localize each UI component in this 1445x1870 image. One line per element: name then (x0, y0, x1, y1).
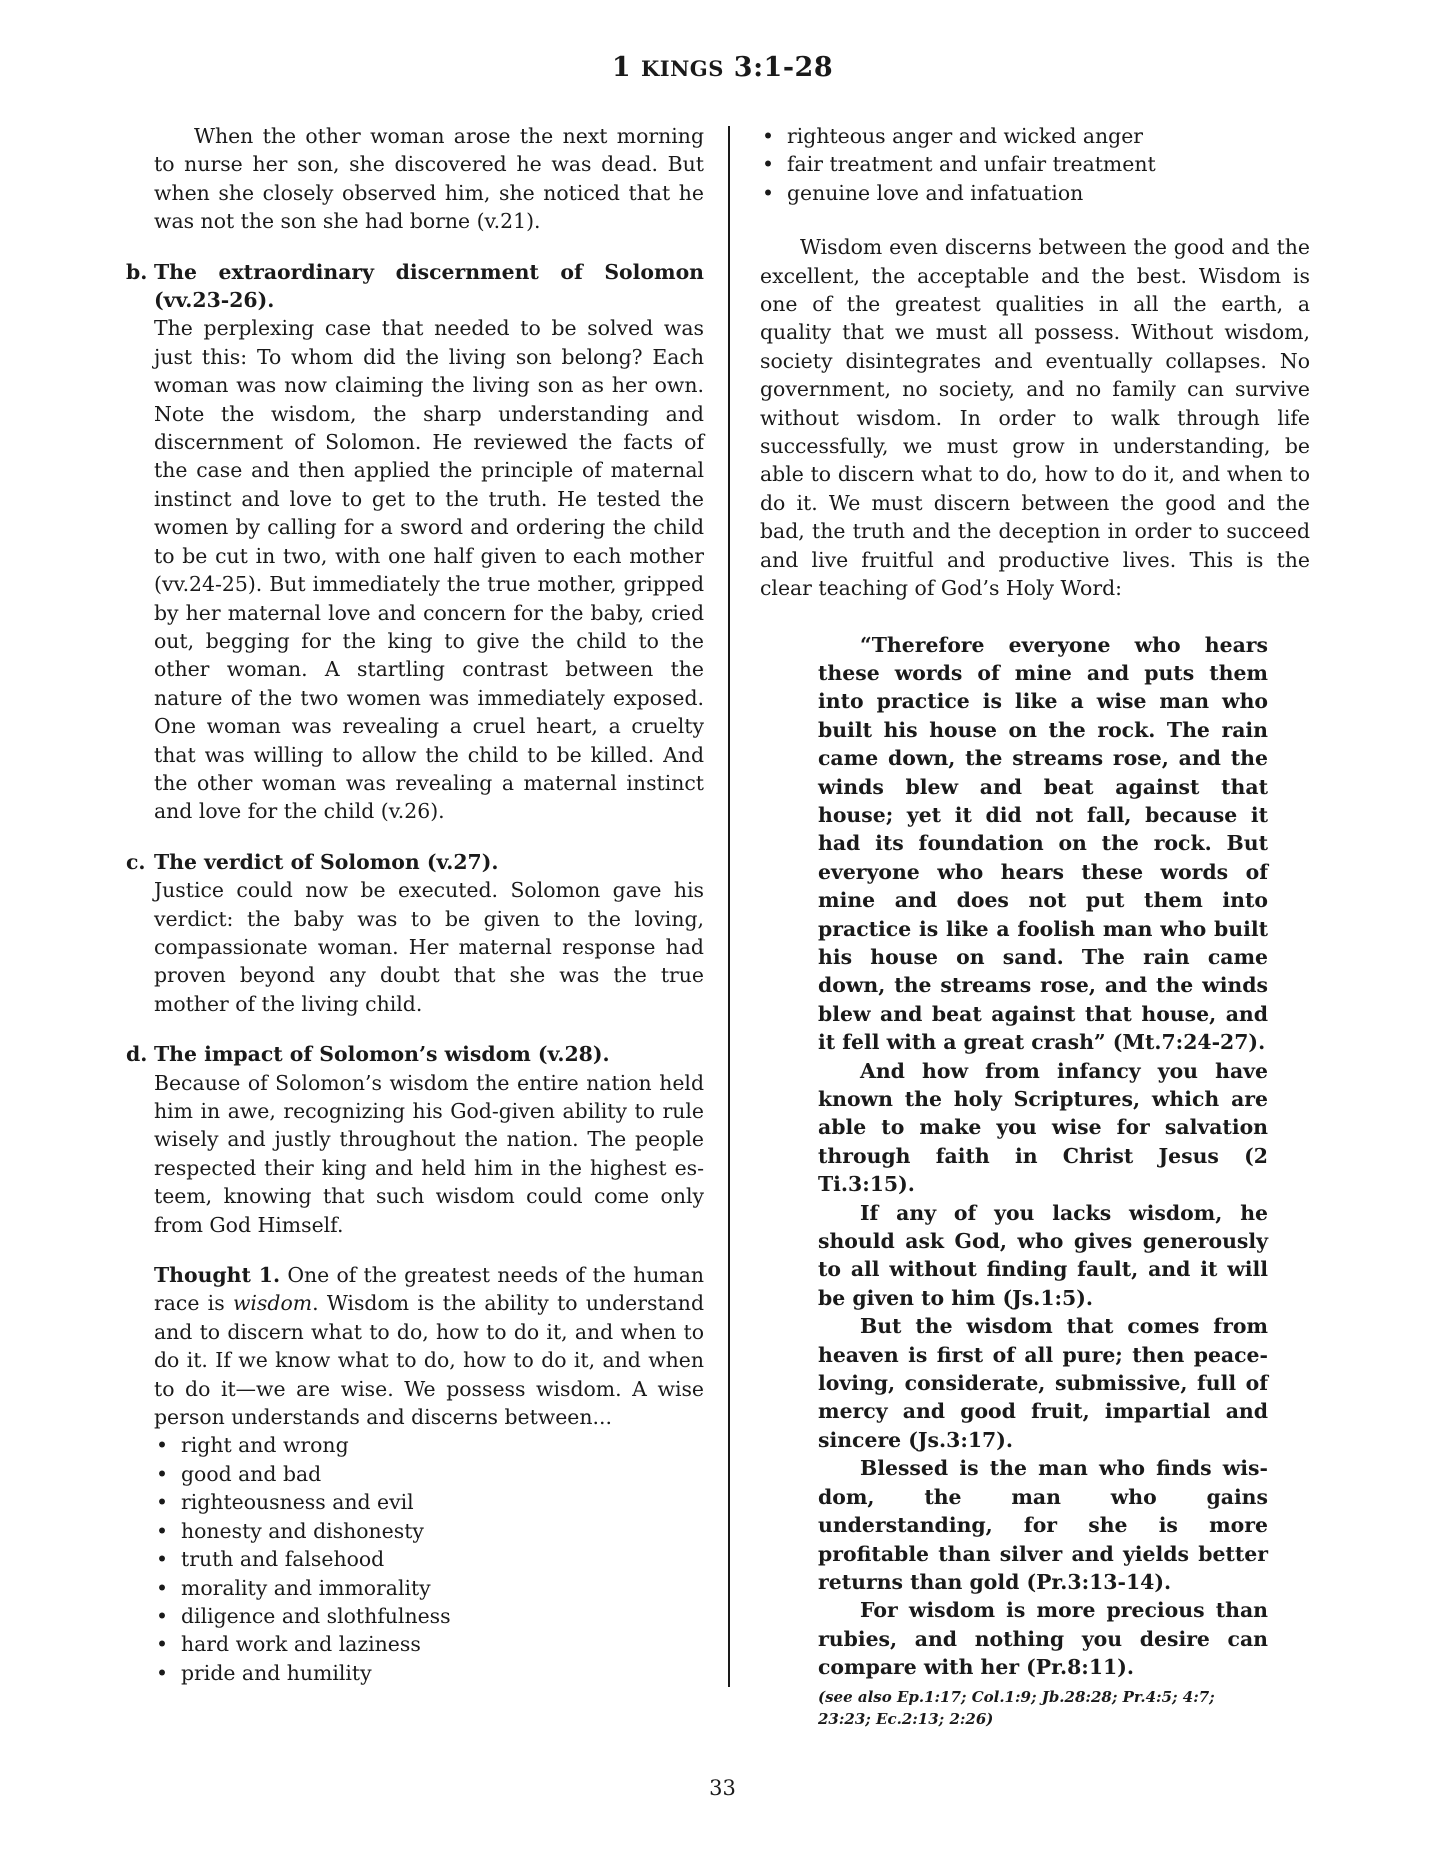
discernment-list (154, 1431, 704, 1687)
section-b (126, 258, 704, 826)
bullet-icon: • (762, 152, 775, 177)
list-item: • honesty and dishonesty (154, 1517, 704, 1545)
bullet-icon: • (762, 124, 775, 148)
thought-label: Thought 1. (154, 1263, 281, 1288)
list-item: • good and bad (154, 1460, 704, 1488)
bullet-icon: • (156, 1660, 169, 1685)
list-item: • hard work and laziness (154, 1630, 704, 1658)
bullet-icon: • (156, 1490, 169, 1515)
scripture-quotes (818, 631, 1268, 1730)
scripture-quote: If any of you lacks wisdom, he should ask God, who gives generously to all without finding fault, and it will be given to him (Js.1:5). (818, 1200, 1268, 1310)
section-text: The perplexing case that needed to be solved was just this: To whom did the living son belong? Each woman was now claiming the living son as her own. Note the wisdom, the sharp understanding and discernment of Solomon. He reviewed the facts of the case and then applied the principle of maternal instinct and love to get to the truth. He tested the women by calling for a sword and ordering the child to be cut in two, with one half given to each mother (vv.24-25). But immediately the true mother, gripped by her maternal love and concern for the baby, cried out, begging for the king to give the child to the other woman. A startling contrast between the nature of the two women was immediately exposed. One woman was revealing a cruel heart, a cruelty that was willing to allow the child to be killed. And the other woman was revealing a maternal instinct and love for the child (v.26). (154, 316, 704, 824)
section-heading: d. The impact of Solomon’s wisdom (v.28). (154, 1040, 704, 1068)
list-item: • truth and falsehood (154, 1545, 704, 1573)
list-item: • fair treatment and unfair treatment (760, 150, 1310, 178)
section-c (126, 848, 704, 1018)
emphasis-wisdom: wisdom (232, 1291, 313, 1316)
wisdom-paragraph: Wisdom even discerns between the good and the excellent, the acceptable and the best. Wisdom is one of the greatest qualities in all the earth, a quality that we must all possess. Without wisdom, society disintegrates and eventually collapses. No government, no society, and no family can survive without wisdom. In order to walk through life successfully, we must grow in understanding, be able to discern what to do, how to do it, and when to do it. We must discern between the good and the bad, the truth and the deception in order to succeed and live fruitful and productive lives. This is the clear teaching of God’s Holy Word: (760, 235, 1310, 601)
list-item: • right and wrong (154, 1431, 704, 1459)
bullet-icon: • (156, 1461, 169, 1486)
list-item: • righteous anger and wicked anger (760, 122, 1310, 150)
section-d (126, 1040, 704, 1239)
bullet-icon: • (156, 1433, 169, 1458)
section-text: Because of Solomon’s wisdom the entire nation held him in awe, recognizing his God-given ability to rule wisely and justly throughout the nation. The people respected their king and held him in the highest esteem, knowing that such wisdom could come only from God Himself. (154, 1070, 704, 1237)
see-also-references: (see also Ep.1:17; Col.1:9; Jb.28:28; Pr.4:5; 4:7; 23:23; Ec.2:13; 2:26) (818, 1687, 1215, 1728)
bullet-icon: • (762, 180, 775, 205)
right-column (760, 122, 1310, 1730)
section-text: Justice could now be executed. Solomon gave his verdict: the baby was to be given to the loving, compassionate woman. Her maternal response had proven beyond any doubt that she was the true mother of the living child. (154, 878, 704, 1016)
thought-block (154, 1261, 704, 1687)
bullet-icon: • (156, 1632, 169, 1657)
scripture-quote: For wisdom is more precious than rubies, and nothing you desire can compare with her (Pr.8:11). (818, 1598, 1268, 1680)
bullet-icon: • (156, 1518, 169, 1543)
thought-paragraph: Thought 1. One of the greatest needs of the human race is wisdom. Wisdom is the ability to understand and to discern what to do, how to do it, and when to do it. If we know what to do, how to do it, and when to do it—we are wise. We possess wisdom. A wise person understands and discerns between... (154, 1263, 704, 1430)
left-column (126, 122, 704, 1687)
bullet-icon: • (156, 1547, 169, 1572)
intro-paragraph: When the other woman arose the next morning to nurse her son, she discovered he was dead. But when she closely observed him, she noticed that he was not the son she had borne (v.21). (154, 124, 704, 234)
scripture-quote: “Therefore everyone who hears these words of mine and puts them into practice is like a wise man who built his house on the rock. The rain came down, the streams rose, and the winds blew and beat against that house; yet it did not fall, because it had its foundation on the rock. But everyone who hears these words of mine and does not put them into practice is like a foolish man who built his house on sand. The rain came down, the streams rose, and the winds blew and beat against that house, and it fell with a great crash” (Mt.7:24-27). (818, 632, 1268, 1055)
list-item: • righteousness and evil (154, 1488, 704, 1516)
section-heading: b. The extraordinary discernment of Solomon (vv.23-26). (126, 259, 704, 313)
scripture-quote: Blessed is the man who finds wisdom, the man who gains understanding, for she is more profitable than silver and yields better returns than gold (Pr.3:13-14). (818, 1456, 1268, 1594)
list-item: • genuine love and infatuation (760, 179, 1310, 207)
column-divider (728, 126, 730, 1687)
continued-list (760, 122, 1310, 207)
bullet-icon: • (156, 1603, 169, 1628)
list-item: • pride and humility (154, 1659, 704, 1687)
scripture-quote: And how from infancy you have known the holy Scriptures, which are able to make you wise for salvation through faith in Christ Jesus (2 Ti.3:15). (818, 1058, 1268, 1197)
section-letter: b. (126, 259, 148, 284)
bullet-icon: • (156, 1575, 169, 1600)
section-letter: d. (126, 1042, 148, 1067)
page-title: 1 KINGS 3:1-28 (611, 52, 834, 83)
list-item: • diligence and slothfulness (154, 1602, 704, 1630)
list-item: • morality and immorality (154, 1574, 704, 1602)
scripture-quote: But the wisdom that comes from heaven is first of all pure; then peace-loving, considerate, submissive, full of mercy and good fruit, impartial and sincere (Js.3:17). (818, 1314, 1268, 1452)
page-number: 33 (709, 1776, 736, 1800)
section-letter: c. (126, 849, 146, 874)
section-heading: c. The verdict of Solomon (v.27). (154, 848, 704, 876)
